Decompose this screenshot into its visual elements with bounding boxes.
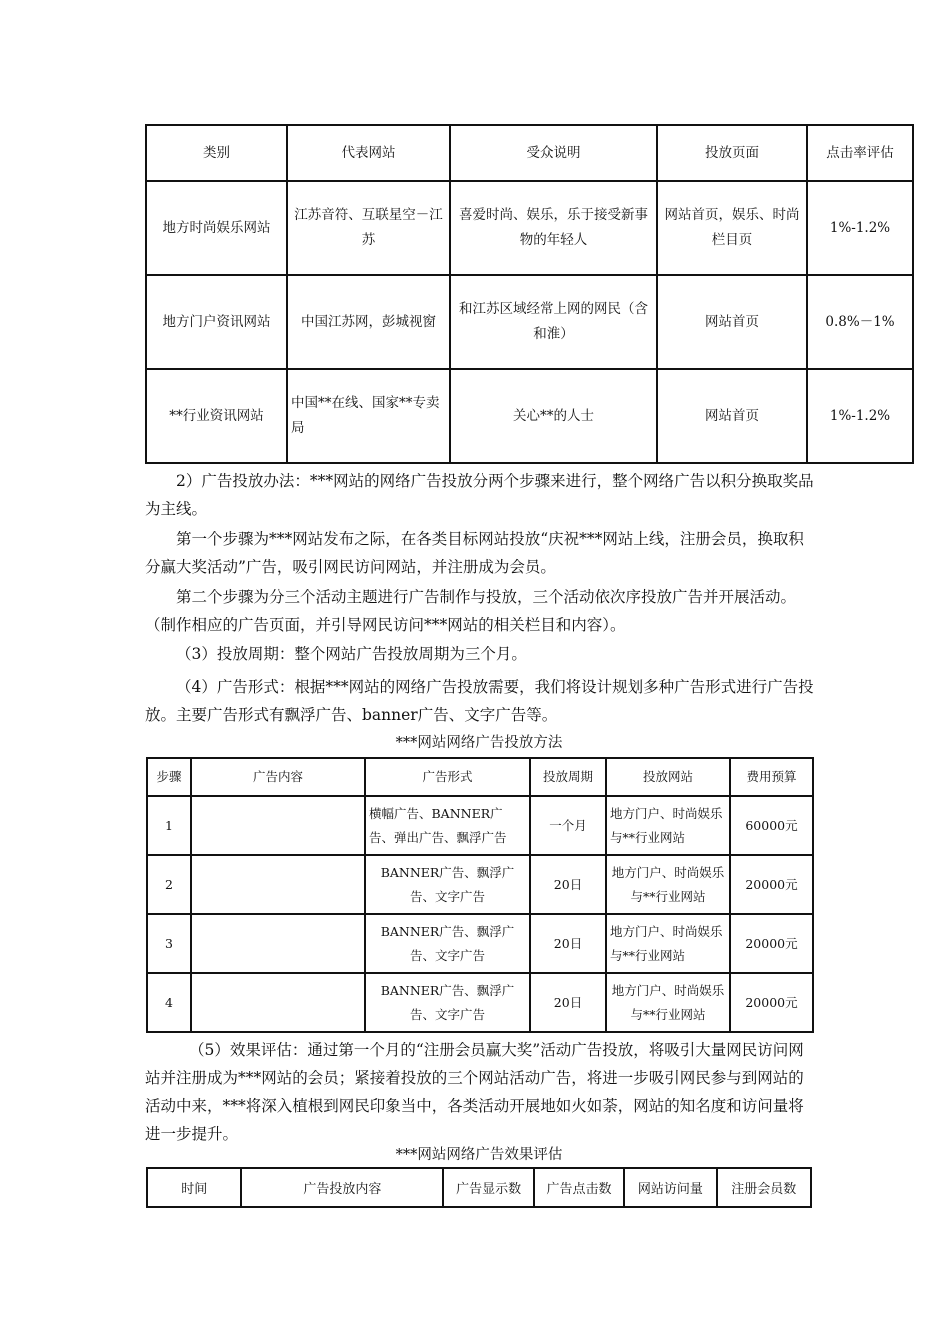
header-cell: 注册会员数 (717, 1168, 811, 1207)
table-row (146, 369, 913, 463)
paragraph-period: （3）投放周期：整个网站广告投放周期为三个月。 (176, 645, 527, 663)
header-cell: 网站访问量 (624, 1168, 716, 1207)
table-row (146, 275, 913, 369)
table-cell: 地方门户资讯网站 (146, 275, 287, 369)
table-row (146, 181, 913, 275)
table-cell: 横幅广告、BANNER广告、弹出广告、飘浮广告 (365, 796, 530, 855)
audience-table (145, 124, 914, 464)
table-header-row (146, 125, 913, 181)
table-cell: BANNER广告、飘浮广告、文字广告 (365, 973, 530, 1032)
table-cell: 1 (147, 796, 191, 855)
table-row (147, 914, 813, 973)
table-cell: 20000元 (730, 855, 813, 914)
table-cell: 关心**的人士 (450, 369, 657, 463)
header-cell: 投放网站 (606, 758, 730, 796)
header-cell: 投放周期 (530, 758, 606, 796)
effect-table (146, 1167, 812, 1208)
paragraph-evaluation: （5）效果评估：通过第一个月的“注册会员赢大奖”活动广告投放，将吸引大量网民访问网站并注册成为***网站的会员；紧接着投放的三个网站活动广告，将进一步吸引网民参与到网站的活动中来，***将深入植根到网民印象当中，各类活动开展地如火如荼，网站的知名度和访问量将进一步提升。 (145, 1041, 804, 1143)
header-cell: 受众说明 (450, 125, 657, 181)
table-cell: 地方门户、时尚娱乐与**行业网站 (606, 973, 730, 1032)
header-cell: 类别 (146, 125, 287, 181)
paragraph-step-two: 第二个步骤为分三个活动主题进行广告制作与投放，三个活动依次序投放广告并开展活动。（制作相应的广告页面，并引导网民访问***网站的相关栏目和内容）。 (145, 588, 797, 634)
table-header-row (147, 1168, 811, 1207)
table-row (147, 973, 813, 1032)
table-cell: BANNER广告、飘浮广告、文字广告 (365, 914, 530, 973)
table-cell: 0.8%－1% (807, 275, 913, 369)
table-cell: 和江苏区域经常上网的网民（含和淮） (450, 275, 657, 369)
header-cell: 广告投放内容 (241, 1168, 443, 1207)
table-row (147, 855, 813, 914)
table-cell: 地方门户、时尚娱乐与**行业网站 (606, 914, 730, 973)
table-cell: 网站首页，娱乐、时尚栏目页 (657, 181, 807, 275)
table-cell: **行业资讯网站 (146, 369, 287, 463)
header-cell: 时间 (147, 1168, 241, 1207)
table-cell: 喜爱时尚、娱乐，乐于接受新事物的年轻人 (450, 181, 657, 275)
table-cell (191, 914, 365, 973)
table-caption: ***网站网络广告投放方法 (395, 735, 563, 751)
paragraph-step-one: 第一个步骤为***网站发布之际，在各类目标网站投放“庆祝***网站上线，注册会员，换取积分赢大奖活动”广告，吸引网民访问网站，并注册成为会员。 (145, 530, 804, 576)
header-cell: 费用预算 (730, 758, 813, 796)
table-cell: 一个月 (530, 796, 606, 855)
ad-plan-table (146, 757, 814, 1033)
table-cell (191, 973, 365, 1032)
table-cell (191, 855, 365, 914)
table-cell: 网站首页 (657, 369, 807, 463)
table-cell: 20日 (530, 855, 606, 914)
table-cell: 江苏音符、互联星空－江苏 (287, 181, 450, 275)
table-cell: 网站首页 (657, 275, 807, 369)
table-cell: 中国**在线、国家**专卖局 (287, 369, 450, 463)
table-cell: BANNER广告、飘浮广告、文字广告 (365, 855, 530, 914)
paragraph-ad-forms: （4）广告形式：根据***网站的网络广告投放需要，我们将设计规划多种广告形式进行广告投放。主要广告形式有飘浮广告、banner广告、文字广告等。 (145, 678, 814, 724)
table-row (147, 796, 813, 855)
table-cell: 60000元 (730, 796, 813, 855)
header-cell: 广告形式 (365, 758, 530, 796)
table-cell: 20000元 (730, 914, 813, 973)
header-cell: 点击率评估 (807, 125, 913, 181)
table-cell (191, 796, 365, 855)
table-cell: 地方门户、时尚娱乐与**行业网站 (606, 855, 730, 914)
table-cell: 2 (147, 855, 191, 914)
table-cell: 4 (147, 973, 191, 1032)
header-cell: 步骤 (147, 758, 191, 796)
table-cell: 20日 (530, 914, 606, 973)
table-cell: 20日 (530, 973, 606, 1032)
table-caption: ***网站网络广告效果评估 (395, 1147, 563, 1163)
paragraph-ad-method: 2）广告投放办法：***网站的网络广告投放分两个步骤来进行，整个网络广告以积分换取奖品为主线。 (145, 472, 814, 518)
table-header-row (147, 758, 813, 796)
table-cell: 地方门户、时尚娱乐与**行业网站 (606, 796, 730, 855)
header-cell: 广告点击数 (534, 1168, 624, 1207)
table-cell: 地方时尚娱乐网站 (146, 181, 287, 275)
table-cell: 3 (147, 914, 191, 973)
header-cell: 投放页面 (657, 125, 807, 181)
table-cell: 1%-1.2% (807, 369, 913, 463)
header-cell: 广告显示数 (443, 1168, 533, 1207)
table-cell: 20000元 (730, 973, 813, 1032)
header-cell: 广告内容 (191, 758, 365, 796)
header-cell: 代表网站 (287, 125, 450, 181)
table-cell: 1%-1.2% (807, 181, 913, 275)
table-cell: 中国江苏网，彭城视窗 (287, 275, 450, 369)
